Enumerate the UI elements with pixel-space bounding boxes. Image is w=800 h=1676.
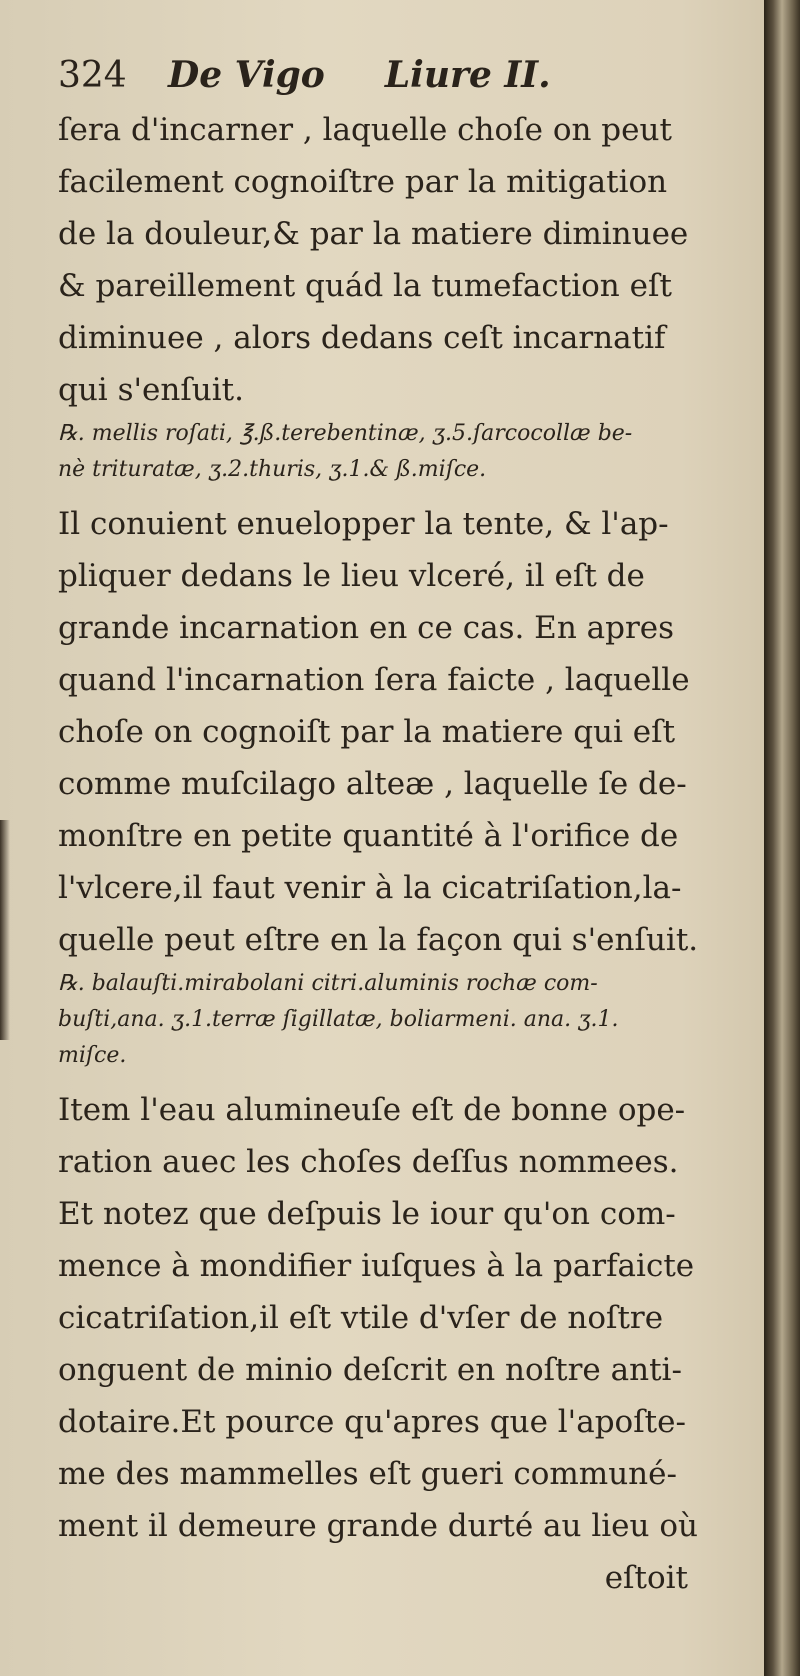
text-line: pliquer dedans le lieu vlceré, il eſt de xyxy=(58,558,645,594)
text-line: comme muſcilago alteæ , laquelle ſe de- xyxy=(58,766,687,802)
text-line: Il conuient enuelopper la tente, & l'ap- xyxy=(58,506,669,542)
page-number: 324 xyxy=(58,55,127,96)
text-line: ration auec les choſes deſſus nommees. xyxy=(58,1144,679,1180)
recipe-line: nè trituratæ, ʒ.2.thuris, ʒ.1.& ß.miſce. xyxy=(58,457,487,482)
text-line: ment il demeure grande durté au lieu où xyxy=(58,1508,698,1544)
text-line: grande incarnation en ce cas. En apres xyxy=(58,610,675,646)
text-line: cicatriſation,il eſt vtile d'vſer de noſtre xyxy=(58,1300,664,1336)
page-text xyxy=(58,46,748,1604)
page-edge-shadow xyxy=(0,820,10,1040)
book-spine xyxy=(764,0,800,1676)
recipe-line: ℞. mellis roſati, ℥.ß.terebentinæ, ʒ.5.ſarcocollæ be- xyxy=(58,421,633,446)
recipe-line: buſti,ana. ʒ.1.terræ ſigillatæ, boliarmeni. ana. ʒ.1. xyxy=(58,1007,619,1032)
running-title: De Vigo xyxy=(168,54,325,96)
catchword: eſtoit xyxy=(604,1560,688,1596)
running-book: Liure II. xyxy=(384,54,551,96)
recipe-line: ℞. balauſti.mirabolani citri.aluminis rochæ com- xyxy=(58,971,598,996)
text-line: facilement cognoiſtre par la mitigation xyxy=(58,164,668,200)
text-line: & pareillement quád la tumefaction eſt xyxy=(58,268,672,304)
text-line: Item l'eau alumineuſe eſt de bonne ope- xyxy=(58,1092,686,1128)
text-line: de la douleur,& par la matiere diminuee xyxy=(58,216,689,252)
text-line: Et notez que deſpuis le iour qu'on com- xyxy=(58,1196,676,1232)
text-line: diminuee , alors dedans ceſt incarnatif xyxy=(58,320,666,356)
text-line: quand l'incarnation ſera faicte , laquelle xyxy=(58,662,690,698)
text-line: mence à mondifier iuſques à la parfaicte xyxy=(58,1248,695,1284)
text-line: me des mammelles eſt gueri communé- xyxy=(58,1456,677,1492)
text-line: ſera d'incarner , laquelle choſe on peut xyxy=(58,112,672,148)
text-line: monſtre en petite quantité à l'orifice de xyxy=(58,818,679,854)
text-line: onguent de minio deſcrit en noſtre anti- xyxy=(58,1352,682,1388)
text-line: qui s'enſuit. xyxy=(58,372,244,408)
text-line: quelle peut eſtre en la façon qui s'enſuit. xyxy=(58,922,699,958)
running-header xyxy=(58,46,748,104)
text-line: l'vlcere,il faut venir à la cicatriſation,la- xyxy=(58,870,682,906)
text-line: dotaire.Et pource qu'apres que l'apoſte- xyxy=(58,1404,686,1440)
text-line: choſe on cognoiſt par la matiere qui eſt xyxy=(58,714,676,750)
recipe-line: miſce. xyxy=(58,1043,127,1068)
